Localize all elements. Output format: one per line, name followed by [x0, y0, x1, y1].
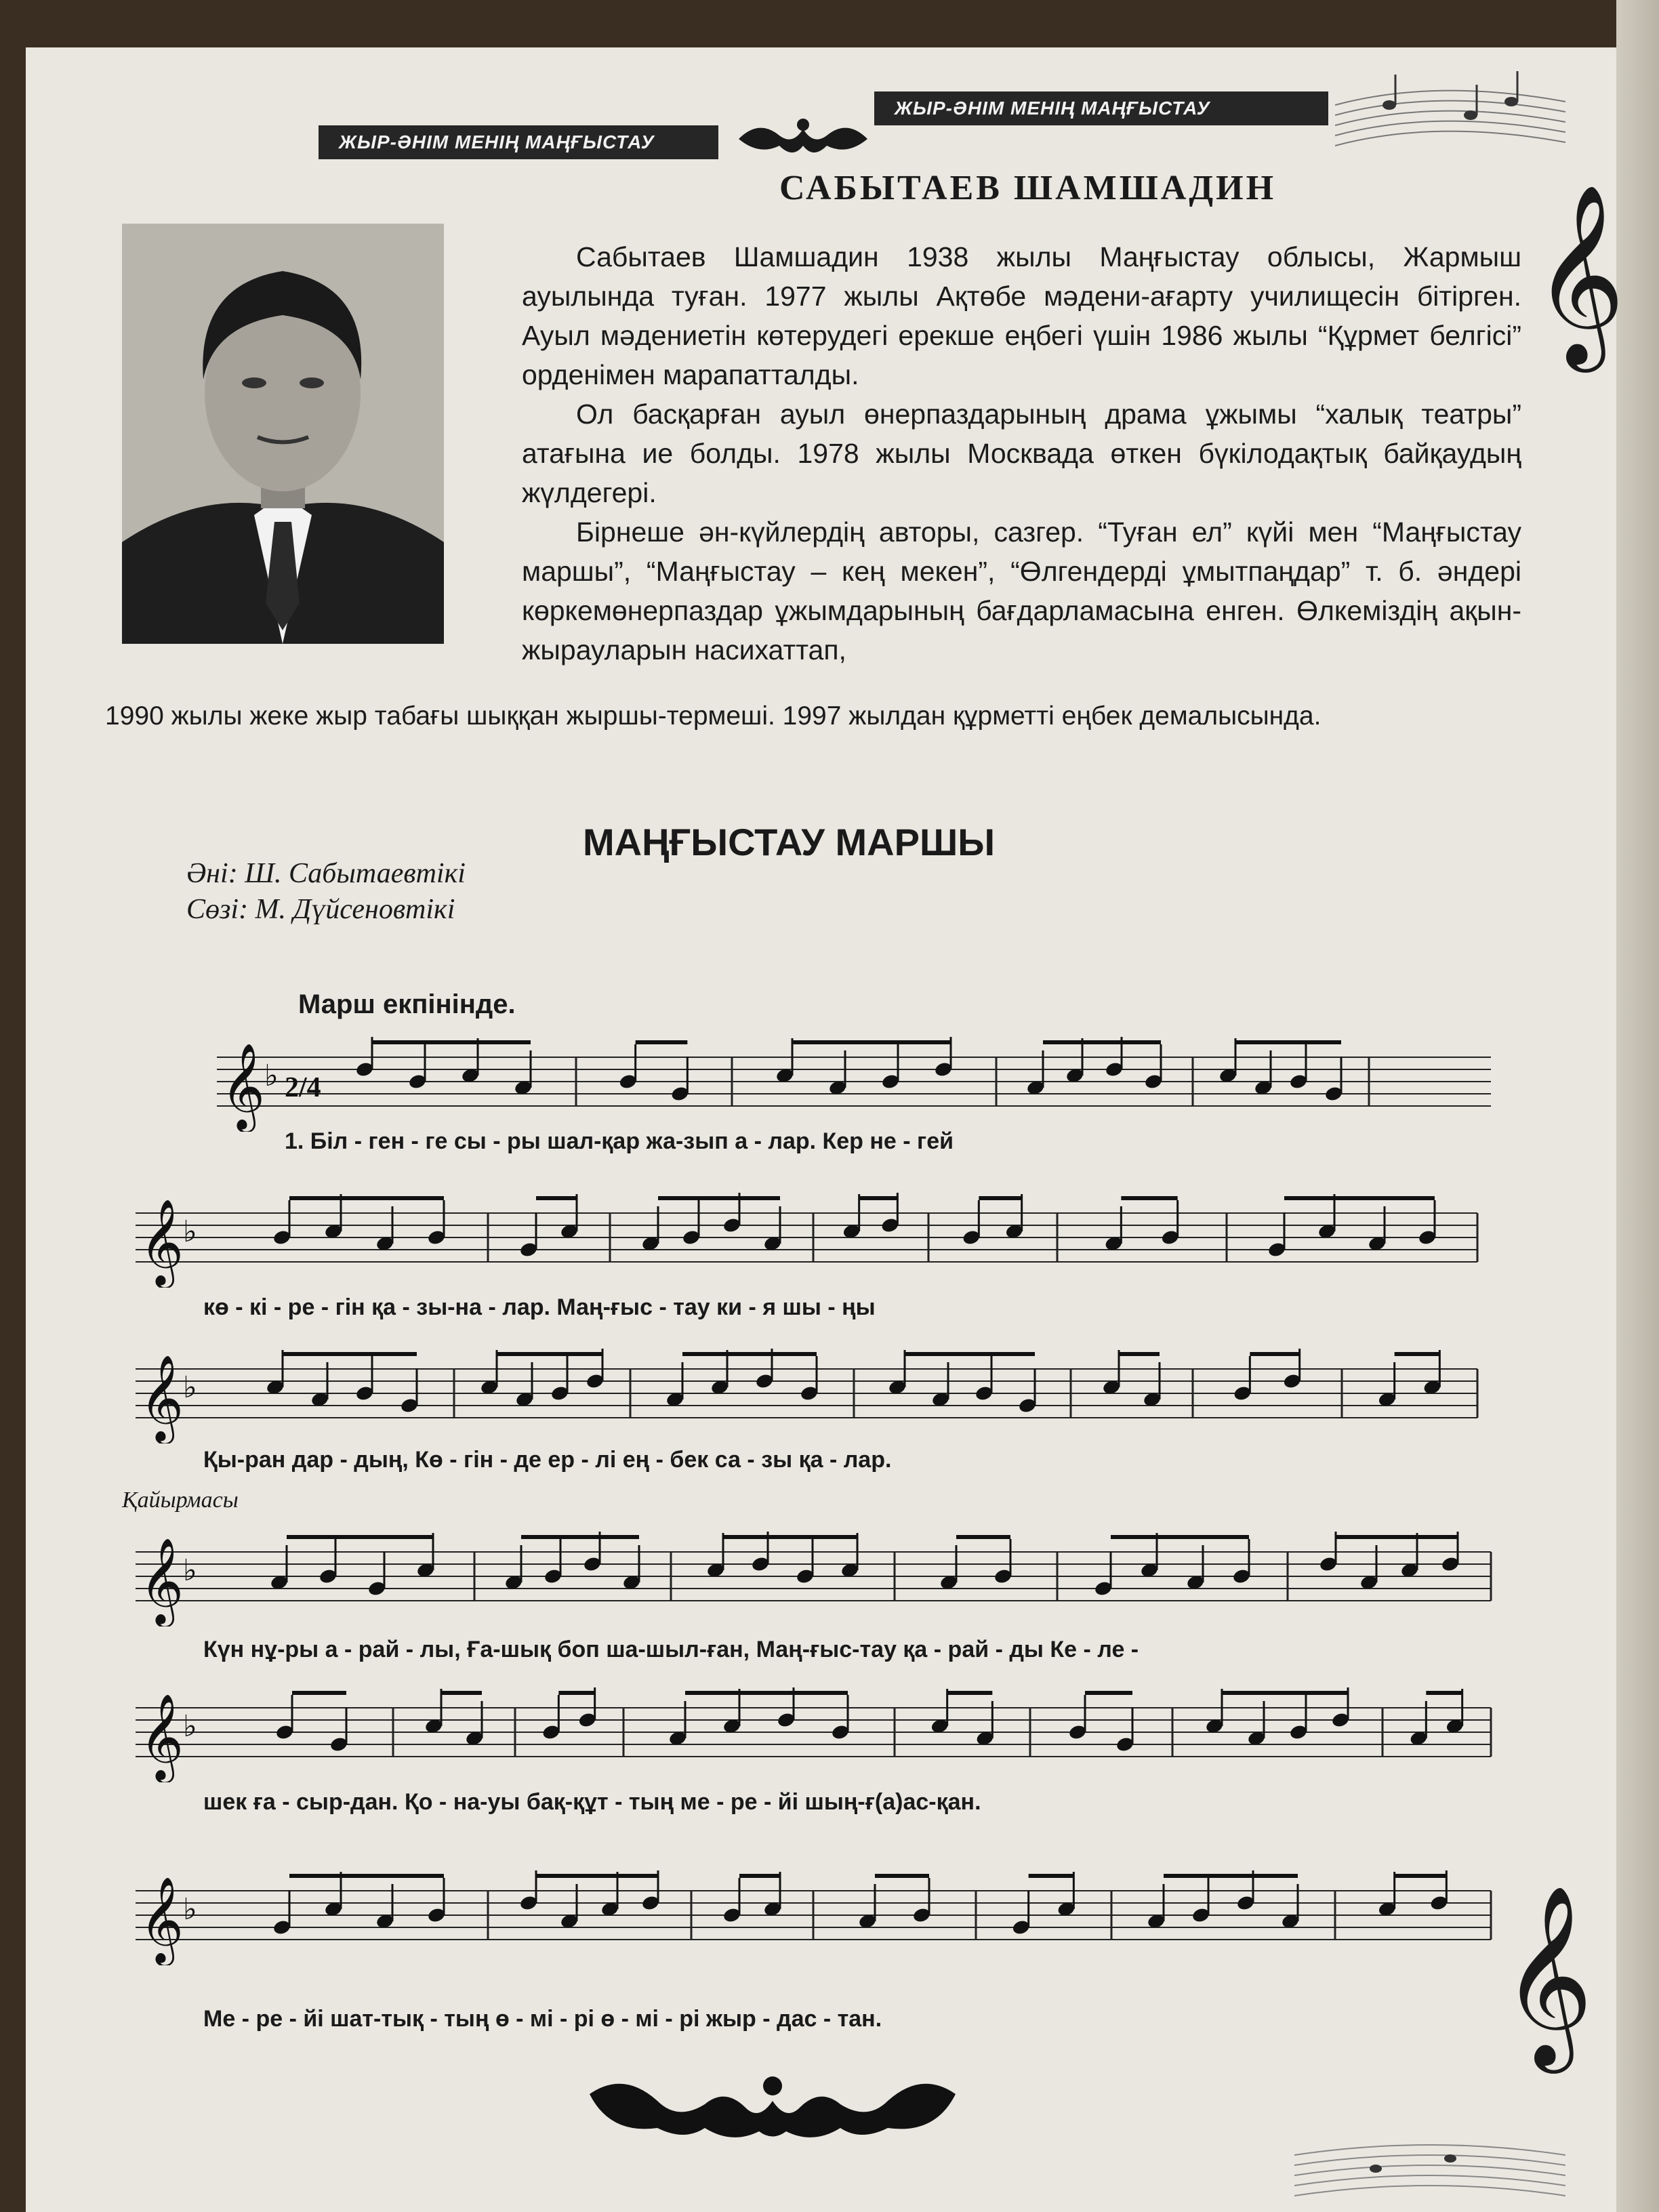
treble-clef-icon: 𝄞: [1533, 184, 1625, 365]
music-credit: Әні: Ш. Сабытаевтікі: [186, 858, 466, 889]
flat-sign-icon: ♭: [183, 1709, 197, 1744]
lyrics-credit: Сөзі: М. Дүйсеновтікі: [186, 894, 455, 925]
lyrics-line-6: Ме - ре - йі шат-тық - тың ө - мі - рі ө - мі - рі жыр - дас - тан.: [203, 2006, 882, 2032]
treble-clef-icon: 𝄞: [140, 1198, 184, 1285]
music-staff: [136, 1532, 1504, 1626]
flat-sign-icon: ♭: [183, 1553, 197, 1588]
header-left-bar: ЖЫР-ӘНІМ МЕНІҢ МАҢҒЫСТАУ: [319, 125, 718, 159]
lyrics-line-1: 1. Біл - ген - ге сы - ры шал-қар жа-зып а - лар. Кер не - гей: [285, 1128, 954, 1154]
bio-paragraph-1: Сабытаев Шамшадин 1938 жылы Маңғыстау облысы, Жармыш ауылында туған. 1977 жылы Ақтөбе мәдени-ағарту училищесін бітірген. Ауыл мәдениетін көтерудегі ерекше еңбегі үшін 1986 жылы “Құрмет белгісі” орденімен марапатталды.: [522, 241, 1521, 390]
refrain-label: Қайырмасы: [122, 1488, 239, 1513]
music-notes-icon: [1335, 64, 1565, 152]
treble-clef-icon: 𝄞: [140, 1354, 184, 1441]
portrait-photo: [122, 224, 444, 644]
bio-last-line: 1990 жылы жеке жыр табағы шыққан жыршы-термеші. 1997 жылдан құрметті еңбек демалысында.: [105, 701, 1322, 731]
ornament-top-icon: [732, 115, 874, 163]
lyrics-line-5: шек ға - сыр-дан. Қо - на-уы бақ-құт - тың ме - ре - йі шың-ғ(а)ас-қан.: [203, 1789, 981, 1815]
lyrics-line-3: Қы-ран дар - дың, Кө - гін - де ер - лі ең - бек са - зы қа - лар.: [203, 1447, 892, 1473]
flat-sign-icon: ♭: [183, 1370, 197, 1405]
bio-text: [522, 237, 1521, 670]
treble-clef-bottom-icon: 𝄞: [1501, 1885, 1593, 2066]
music-notes-bottom-icon: [1294, 2128, 1565, 2203]
treble-clef-icon: 𝄞: [140, 1693, 184, 1780]
tempo-marking: Марш екпінінде.: [298, 989, 516, 1019]
bio-paragraph-2: Ол басқарған ауыл өнерпаздарының драма ұжымы “халық театры” атағына ие болды. 1978 жылы Москвада өткен бүкілодақтық байқаудың жүлдегері.: [522, 398, 1521, 508]
header-right-bar: ЖЫР-ӘНІМ МЕНІҢ МАҢҒЫСТАУ: [874, 91, 1328, 125]
time-signature: 2/4: [285, 1072, 321, 1103]
bio-paragraph-3: Бірнеше ән-күйлердің авторы, сазгер. “Туған ел” күйі мен “Маңғыстау маршы”, “Маңғыстау – кең мекен”, “Өлгендерді ұмытпаңдар” т. б. әндері көркемөнерпаздар ұжымдарының бағдарламасына енген. Өлкеміздің ақын-жырауларын насихаттап,: [522, 516, 1521, 665]
song-title: МАҢҒЫСТАУ МАРШЫ: [583, 821, 996, 863]
music-staff: [217, 1037, 1504, 1132]
treble-clef-icon: 𝄞: [140, 1537, 184, 1624]
treble-clef-icon: 𝄞: [221, 1042, 266, 1129]
ornament-bottom-icon: [583, 2074, 962, 2148]
music-staff: [136, 1687, 1504, 1782]
music-staff: [136, 1349, 1491, 1443]
music-staff: [136, 1193, 1491, 1288]
music-staff: [136, 1870, 1504, 1965]
article-title: САБЫТАЕВ ШАМШАДИН: [779, 169, 1277, 207]
flat-sign-icon: ♭: [183, 1892, 197, 1927]
lyrics-line-4: Күн нұ-ры а - рай - лы, Ға-шық боп ша-шыл-ған, Маң-ғыс-тау қа - рай - ды Ке - ле -: [203, 1637, 1139, 1662]
flat-sign-icon: ♭: [264, 1059, 279, 1093]
lyrics-line-2: кө - кі - ре - гін қа - зы-на - лар. Маң-ғыс - тау ки - я шы - ңы: [203, 1294, 876, 1320]
flat-sign-icon: ♭: [183, 1214, 197, 1249]
treble-clef-icon: 𝄞: [140, 1876, 184, 1963]
